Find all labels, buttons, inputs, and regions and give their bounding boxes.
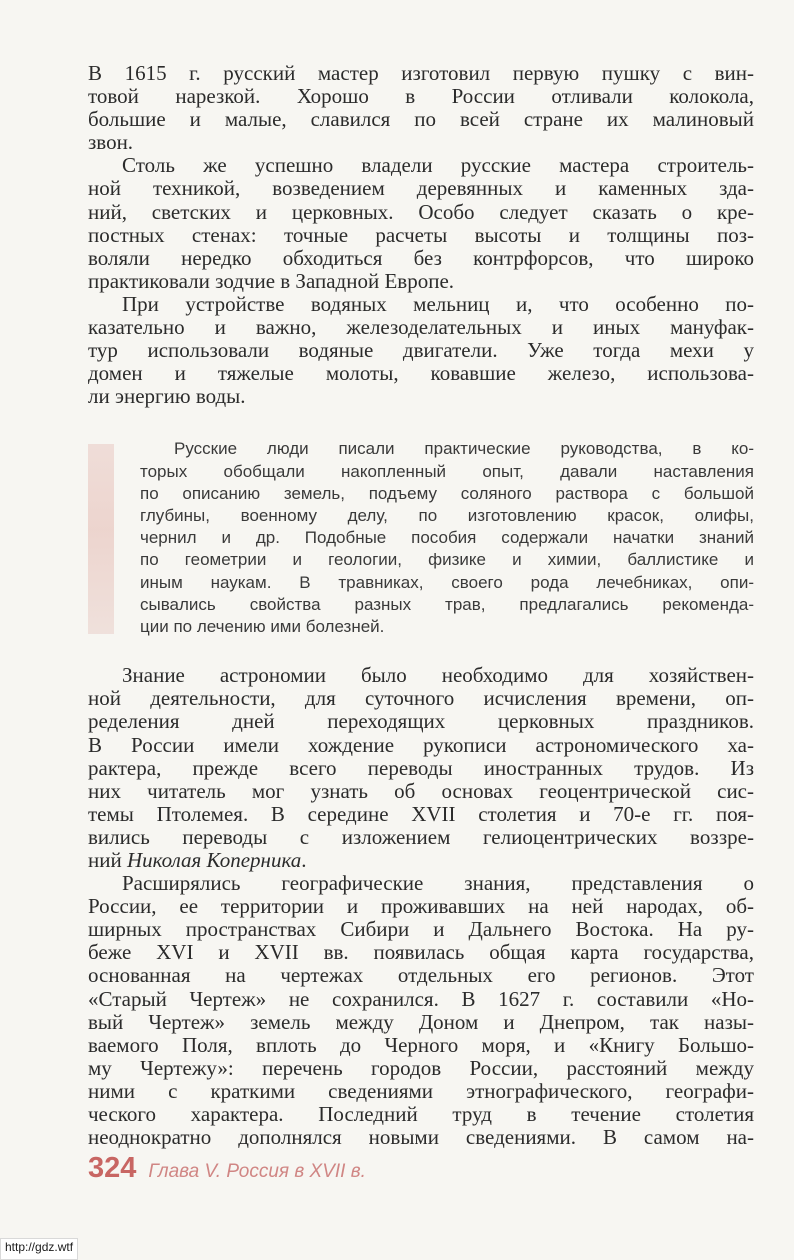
page-footer (88, 1152, 366, 1185)
text-line: ределения дней переходящих церковных праздников. (88, 709, 754, 734)
text-line: Столь же успешно владели русские мастера строитель- (122, 153, 754, 178)
text-line: них читатель мог узнать об основах геоцентрической сис- (88, 778, 754, 803)
text-line: Расширялись географические знания, представления о (122, 871, 754, 896)
text-line: звон. (88, 130, 134, 155)
text-line: му Чертежу»: перечень городов России, расстояний между (88, 1055, 754, 1080)
sidebar-note (140, 438, 754, 638)
text-line: «Старый Чертеж» не сохранился. В 1627 г. составили «Но- (88, 986, 754, 1011)
watermark-url[interactable]: http://gdz.wtf (0, 1238, 78, 1260)
page-body (88, 62, 754, 1149)
paragraph-construction (88, 154, 754, 293)
text-line: практиковали зодчие в Западной Европе. (88, 268, 455, 293)
text-line: иным наукам. В травниках, своего рода лечебниках, опи- (140, 572, 754, 592)
text-line: товой нарезкой. Хорошо в России отливали колокола, (88, 84, 754, 109)
text-line: глубины, военному делу, по изготовлению красок, олифы, (140, 506, 754, 526)
person-name: Николая Коперника (126, 847, 302, 872)
text-line: ной техникой, возведением деревянных и каменных зда- (88, 176, 754, 201)
page-number: 324 (88, 1152, 137, 1184)
text-line: Знание астрономии было необходимо для хозяйствен- (122, 663, 754, 688)
text-line: беже XVI и XVII вв. появилась общая карта государства, (88, 940, 754, 965)
text-line: ваемого Поля, вплоть до Черного моря, и «Книгу Большо- (88, 1032, 754, 1057)
text-line: ними с краткими сведениями этнографического, географи- (88, 1078, 754, 1103)
text-line: ли энергию воды. (88, 384, 246, 409)
text-line: основанная на чертежах отдельных его регионов. Этот (88, 963, 754, 988)
text-line: ной деятельности, для суточного исчисления времени, оп- (88, 686, 754, 711)
text-line: по описанию земель, подъему соляного раствора с большой (140, 483, 754, 503)
paragraph-water-mills (88, 293, 754, 408)
text-line: ширных пространствах Сибири и Дальнего Востока. На ру- (88, 917, 754, 942)
text-fragment: . (301, 847, 307, 872)
text-line: торых обобщали накопленный опыт, давали наставления (140, 461, 754, 481)
text-line: постных стенах: точные расчеты высоты и толщины поз- (88, 222, 754, 247)
text-line: Русские люди писали практические руководства, в ко- (174, 439, 754, 459)
text-fragment: ний (88, 847, 127, 872)
text-line: домен и тяжелые молоты, ковавшие железо, использова- (88, 361, 754, 386)
text-line: казательно и важно, железоделательных и иных мануфак- (88, 315, 754, 340)
text-line: воляли нередко обходиться без контрфорсов, что широко (88, 245, 754, 270)
text-line: В 1615 г. русский мастер изготовил первую пушку с вин- (88, 61, 754, 85)
paragraph-cannon-bells (88, 62, 754, 154)
text-line: рактера, прежде всего переводы иностранных трудов. Из (88, 755, 754, 780)
text-line: большие и малые, славился по всей стране их малиновый (88, 107, 754, 132)
text-line: В России имели хождение рукописи астрономического ха- (88, 732, 754, 757)
paragraph-geography (88, 872, 754, 1149)
text-line: ции по лечению ими болезней. (140, 617, 385, 637)
text-line: неоднократно дополнялся новыми сведениями. В самом на- (88, 1125, 754, 1150)
text-line: темы Птолемея. В середине XVII столетия и 70-е гг. поя- (88, 801, 754, 826)
text-line: России, ее территории и проживавших на ней народах, об- (88, 894, 754, 919)
text-line: ческого характера. Последний труд в течение столетия (88, 1102, 754, 1127)
text-line: ний, светских и церковных. Особо следует сказать о кре- (88, 199, 754, 224)
text-line: чернил и др. Подобные пособия содержали начатки знаний (140, 528, 754, 548)
text-line: тур использовали водяные двигатели. Уже тогда мехи у (88, 338, 754, 363)
text-line: сывались свойства разных трав, предлагались рекоменда- (140, 594, 754, 614)
text-line: вились переводы с изложением гелиоцентрических воззре- (88, 824, 754, 849)
text-line (88, 849, 754, 872)
text-line: по геометрии и геологии, физике и химии, баллистике и (140, 550, 754, 570)
chapter-title: Глава V. Россия в XVII в. (148, 1161, 366, 1182)
text-line: вый Чертеж» земель между Доном и Днепром, так назы- (88, 1009, 754, 1034)
paragraph-astronomy (88, 664, 754, 872)
text-line: При устройстве водяных мельниц и, что особенно по- (122, 291, 754, 316)
